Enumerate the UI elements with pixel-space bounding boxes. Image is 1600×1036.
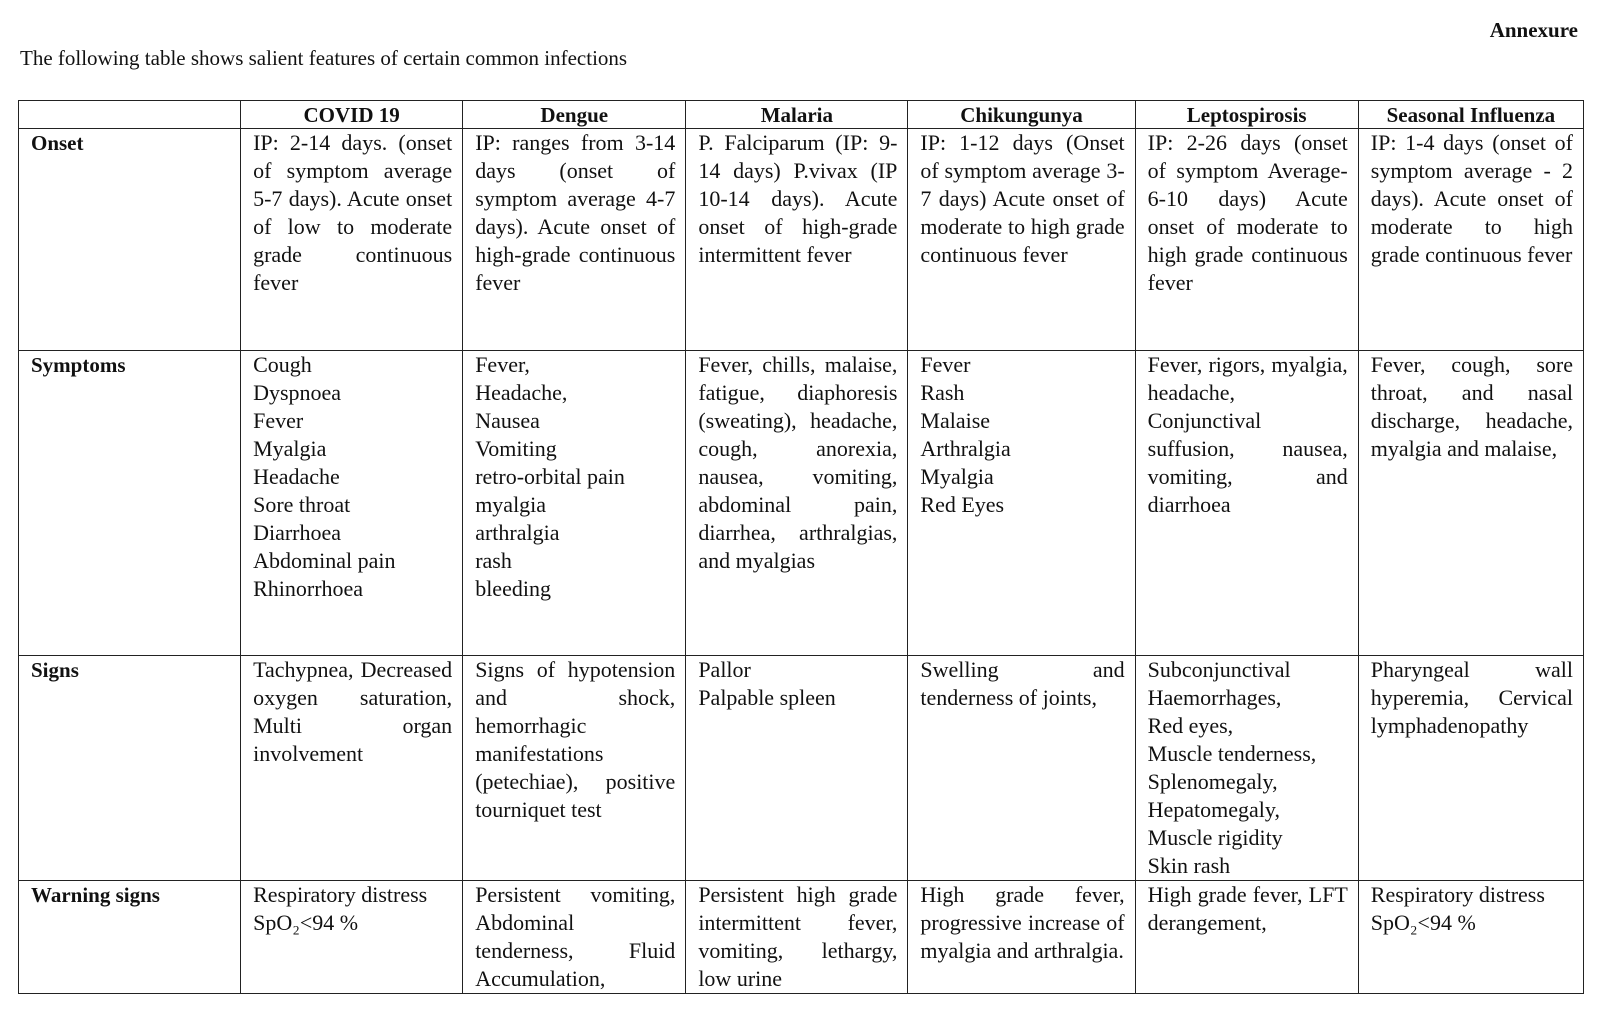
table-row [19, 656, 1584, 881]
column-header: Chikungunya [908, 101, 1135, 129]
cell-line: Nausea [475, 408, 540, 433]
cell-line: Dyspnoea [253, 380, 342, 405]
cell-line: arthralgia [475, 520, 560, 545]
cell-line: Respiratory distress [1370, 882, 1545, 907]
table-cell: Fever, cough, sore throat, and nasal discharge, headache, myalgia and malaise, [1358, 351, 1583, 656]
row-label: Warning signs [19, 881, 241, 994]
table-cell [686, 656, 908, 881]
table-cell: Pharyngeal wall hyperemia, Cervical lymphadenopathy [1358, 656, 1583, 881]
cell-line: Splenomegaly, [1147, 769, 1278, 794]
table-cell [241, 881, 463, 994]
column-header: Seasonal Influenza [1358, 101, 1583, 129]
table-row [19, 129, 1584, 351]
cell-line: Red eyes, [1147, 713, 1234, 738]
header-row [19, 101, 1584, 129]
table-cell: Fever, rigors, myalgia, headache, Conjunctival suffusion, nausea, vomiting, and diarrhoea [1135, 351, 1358, 656]
table-cell: Tachypnea, Decreased oxygen saturation, Multi organ involvement [241, 656, 463, 881]
table-cell: High grade fever, LFT derangement, [1135, 881, 1358, 994]
cell-line: Vomiting [475, 436, 557, 461]
cell-line: myalgia [475, 492, 547, 517]
cell-line: Diarrhoea [253, 520, 342, 545]
table-row [19, 881, 1584, 994]
cell-line: Palpable spleen [698, 685, 836, 710]
cell-line: Hepatomegaly, [1147, 797, 1280, 822]
column-header: Leptospirosis [1135, 101, 1358, 129]
table-cell: Persistent vomiting, Abdominal tenderness, Fluid Accumulation, [463, 881, 686, 994]
cell-line: Pallor [698, 657, 751, 682]
table-cell: High grade fever, progressive increase of myalgia and arthralgia. [908, 881, 1135, 994]
table-cell [241, 351, 463, 656]
cell-line: Rash [920, 380, 965, 405]
column-header: COVID 19 [241, 101, 463, 129]
cell-line: Arthralgia [920, 436, 1011, 461]
intro-text: The following table shows salient features of certain common infections [20, 46, 628, 70]
table-cell: IP: 1-4 days (onset of symptom average - 2 days). Acute onset of moderate to high grade continuous fever [1358, 129, 1583, 351]
column-header: Malaria [686, 101, 908, 129]
cell-line: retro-orbital pain [475, 464, 625, 489]
cell-line: Subconjunctival Haemorrhages, [1147, 657, 1291, 710]
cell-line: Muscle tenderness, [1147, 741, 1317, 766]
cell-line: Abdominal pain [253, 548, 396, 573]
table-cell: IP: 1-12 days (Onset of symptom average 3-7 days) Acute onset of moderate to high grade continuous fever [908, 129, 1135, 351]
table-cell [1358, 881, 1583, 994]
row-label: Symptoms [19, 351, 241, 656]
table-cell: P. Falciparum (IP: 9-14 days) P.vivax (IP 10-14 days). Acute onset of high-grade intermittent fever [686, 129, 908, 351]
table-cell: IP: 2-14 days. (onset of symptom average 5-7 days). Acute onset of low to moderate grade continuous fever [241, 129, 463, 351]
table-cell [908, 351, 1135, 656]
table-cell [1135, 656, 1358, 881]
cell-line: Cough [253, 352, 312, 377]
table-cell [463, 351, 686, 656]
cell-line: Myalgia [253, 436, 327, 461]
cell-line: Fever [920, 352, 971, 377]
cell-line: Headache [253, 464, 340, 489]
cell-line: SpO₂<94 % [1370, 910, 1476, 935]
cell-line: Red Eyes [920, 492, 1005, 517]
cell-line: rash [475, 548, 512, 573]
column-header: Dengue [463, 101, 686, 129]
cell-line: Malaise [920, 408, 991, 433]
cell-line: bleeding [475, 576, 551, 601]
table-cell: Persistent high grade intermittent fever, vomiting, lethargy, low urine [686, 881, 908, 994]
header-blank-cell [19, 101, 241, 129]
row-label: Signs [19, 656, 241, 881]
table-row [19, 351, 1584, 656]
table-cell: Swelling and tenderness of joints, [908, 656, 1135, 881]
infections-table [18, 100, 1584, 994]
cell-line: Sore throat [253, 492, 351, 517]
table-cell: IP: ranges from 3-14 days (onset of symptom average 4-7 days). Acute onset of high-grade continuous fever [463, 129, 686, 351]
cell-line: Fever, [475, 352, 530, 377]
table-body [19, 129, 1584, 994]
table-cell: IP: 2-26 days (onset of symptom Average- 6-10 days) Acute onset of moderate to high grade continuous fever [1135, 129, 1358, 351]
cell-line: Respiratory distress [253, 882, 428, 907]
table-cell: Fever, chills, malaise, fatigue, diaphoresis (sweating), headache, cough, anorexia, nausea, vomiting, abdominal pain, diarrhea, arthralgias, and myalgias [686, 351, 908, 656]
cell-line: Headache, [475, 380, 568, 405]
cell-line: Skin rash [1147, 853, 1231, 878]
cell-line: SpO₂<94 % [253, 910, 359, 935]
cell-line: Fever [253, 408, 304, 433]
cell-line: Muscle rigidity [1147, 825, 1283, 850]
table-header [19, 101, 1584, 129]
table-cell: Signs of hypotension and shock, hemorrhagic manifestations (petechiae), positive tourniquet test [463, 656, 686, 881]
cell-line: Rhinorrhoea [253, 576, 364, 601]
annexure-label: Annexure [1489, 18, 1578, 42]
row-label: Onset [19, 129, 241, 351]
cell-line: Myalgia [920, 464, 994, 489]
